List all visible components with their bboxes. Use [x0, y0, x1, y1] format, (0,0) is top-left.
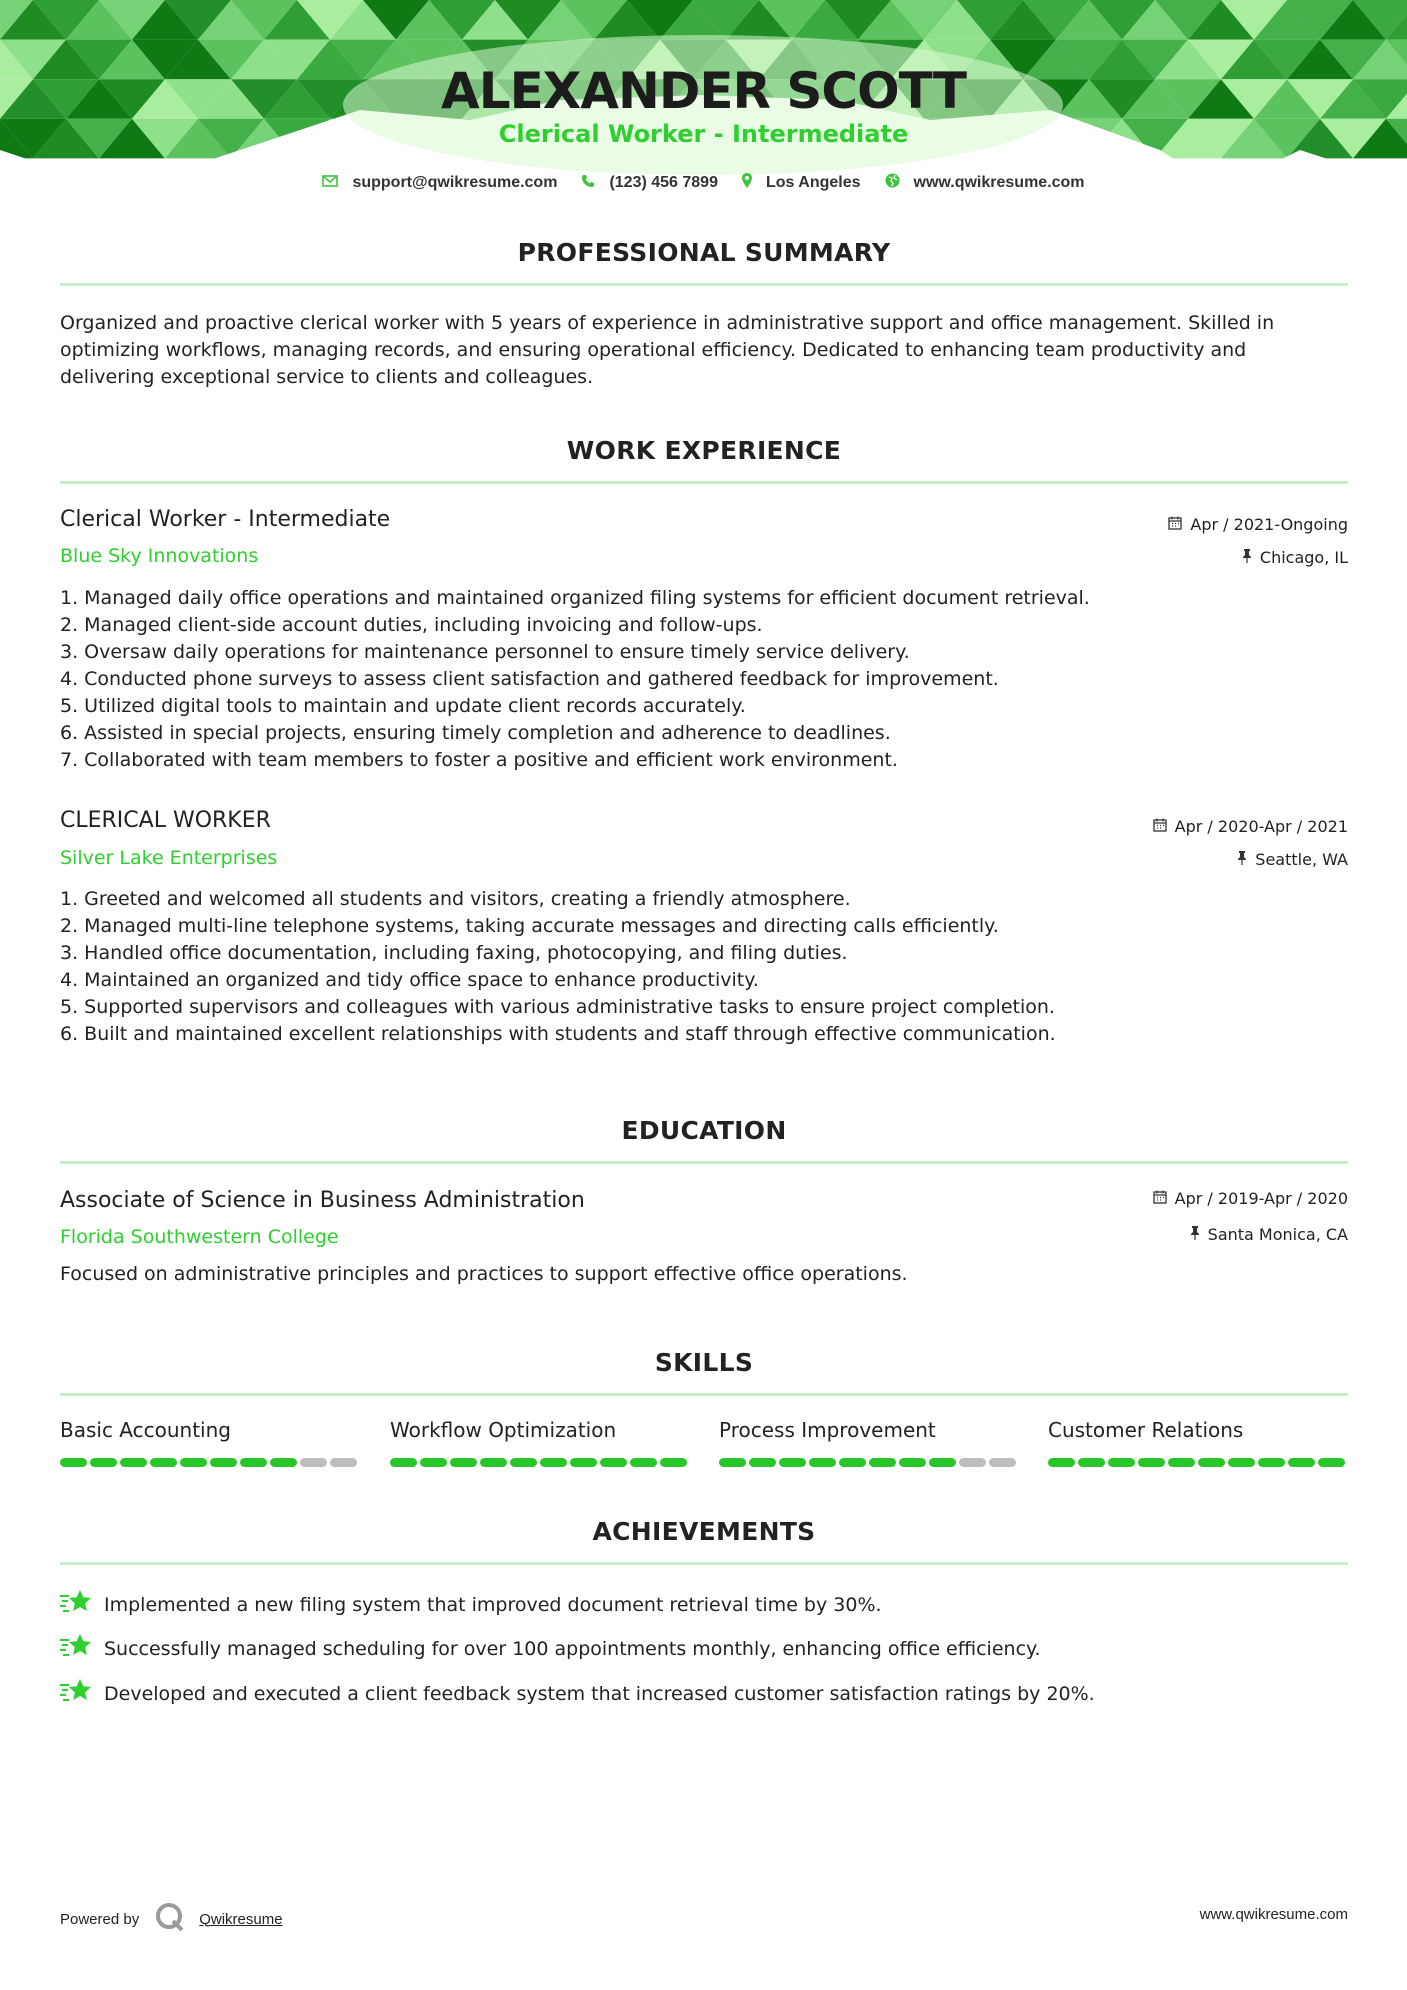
skill-level-segment [480, 1458, 507, 1467]
pushpin-icon [1237, 851, 1247, 869]
contact-email[interactable] [322, 174, 557, 192]
skill-level-segment [330, 1458, 357, 1467]
job-title: CLERICAL WORKER [60, 808, 271, 833]
skill-level-segment [630, 1458, 657, 1467]
degree-title: Associate of Science in Business Administration [60, 1188, 585, 1213]
skill-level-segment [1138, 1458, 1165, 1467]
education-location [1190, 1225, 1348, 1244]
candidate-name: ALEXANDER SCOTT [441, 62, 966, 120]
experience-heading: WORK EXPERIENCE [566, 436, 842, 465]
skill-level-segment [660, 1458, 687, 1467]
company-name: Silver Lake Enterprises [60, 847, 278, 869]
job-location [1237, 850, 1348, 869]
skills-divider [60, 1393, 1348, 1396]
job-dates [1168, 515, 1348, 534]
skill-level-segment [510, 1458, 537, 1467]
achievements-divider [60, 1562, 1348, 1565]
envelope-icon [322, 174, 338, 191]
skill-level-segment [1228, 1458, 1255, 1467]
contact-location-text: Los Angeles [765, 173, 861, 191]
skill-level-segment [120, 1458, 147, 1467]
skill-level-segment [600, 1458, 627, 1467]
job-dates-text: Apr / 2020-Apr / 2021 [1174, 817, 1348, 836]
skill-level-segment [749, 1458, 776, 1467]
duty-item: 1. Managed daily office operations and maintained organized filing systems for efficient document retrieval. [60, 587, 1090, 609]
skill-level-bar [1048, 1458, 1348, 1467]
skill-level-segment [869, 1458, 896, 1467]
duty-item: 1. Greeted and welcomed all students and visitors, creating a friendly atmosphere. [60, 888, 851, 910]
contact-website-text: www.qwikresume.com [913, 173, 1085, 191]
duty-item: 2. Managed client-side account duties, including invoicing and follow-ups. [60, 614, 763, 636]
contact-phone-text: (123) 456 7899 [609, 173, 718, 191]
footer-powered-by [60, 1902, 283, 1936]
contact-bar [0, 173, 1407, 192]
skill-item [390, 1418, 690, 1467]
summary-text [60, 310, 1350, 391]
education-location-text: Santa Monica, CA [1207, 1225, 1348, 1244]
skill-level-segment [1048, 1458, 1075, 1467]
calendar-icon [1153, 1190, 1167, 1208]
skill-level-segment [300, 1458, 327, 1467]
skill-level-segment [420, 1458, 447, 1467]
calendar-icon [1153, 818, 1167, 836]
globe-icon [885, 173, 900, 192]
skill-level-segment [240, 1458, 267, 1467]
job-location-text: Chicago, IL [1259, 548, 1348, 567]
duty-item: 3. Handled office documentation, including faxing, photocopying, and filing duties. [60, 942, 848, 964]
calendar-icon [1168, 516, 1182, 534]
achievement-text: Developed and executed a client feedback system that increased customer satisfaction ratings by 20%. [104, 1682, 1095, 1705]
summary-heading: PROFESSIONAL SUMMARY [517, 238, 891, 267]
duty-item: 2. Managed multi-line telephone systems, taking accurate messages and directing calls efficiently. [60, 915, 999, 937]
education-divider [60, 1161, 1348, 1164]
skill-level-segment [1288, 1458, 1315, 1467]
duty-item: 5. Supported supervisors and colleagues with various administrative tasks to ensure project completion. [60, 996, 1055, 1018]
pushpin-icon [1242, 549, 1252, 567]
skill-level-segment [1318, 1458, 1345, 1467]
education-heading: EDUCATION [621, 1116, 787, 1145]
job-duties-list [60, 886, 1350, 1048]
job-dates [1153, 817, 1348, 836]
skill-item [1048, 1418, 1348, 1467]
job-title: Clerical Worker - Intermediate [60, 507, 391, 532]
skill-item [60, 1418, 360, 1467]
shooting-star-icon [60, 1633, 94, 1664]
summary-line: Organized and proactive clerical worker with 5 years of experience in administrative support and office management. Skilled in [60, 312, 1275, 334]
skill-level-segment [1198, 1458, 1225, 1467]
skill-item [719, 1418, 1019, 1467]
skill-level-segment [989, 1458, 1016, 1467]
skill-level-bar [60, 1458, 360, 1467]
duty-item: 7. Collaborated with team members to foster a positive and efficient work environment. [60, 749, 898, 771]
shooting-star-icon [60, 1589, 94, 1620]
skill-level-segment [210, 1458, 237, 1467]
summary-divider [60, 283, 1348, 286]
skill-level-segment [1108, 1458, 1135, 1467]
contact-email-text: support@qwikresume.com [352, 173, 558, 191]
skill-level-segment [899, 1458, 926, 1467]
company-name: Blue Sky Innovations [60, 545, 259, 567]
shooting-star-icon [60, 1678, 94, 1709]
skill-level-segment [1078, 1458, 1105, 1467]
skill-level-bar [390, 1458, 690, 1467]
skills-heading: SKILLS [654, 1348, 754, 1377]
skill-level-segment [60, 1458, 87, 1467]
skill-level-segment [450, 1458, 477, 1467]
duty-item: 4. Maintained an organized and tidy office space to enhance productivity. [60, 969, 759, 991]
duty-item: 3. Oversaw daily operations for maintenance personnel to ensure timely service delivery. [60, 641, 910, 663]
pushpin-icon [1190, 1226, 1200, 1244]
skill-level-segment [150, 1458, 177, 1467]
qwikresume-logo-icon [155, 1902, 185, 1936]
duty-item: 6. Built and maintained excellent relationships with students and staff through effective communication. [60, 1023, 1056, 1045]
skill-level-segment [1168, 1458, 1195, 1467]
contact-website[interactable] [885, 173, 1085, 192]
summary-line: delivering exceptional service to clients and colleagues. [60, 366, 594, 388]
job-location-text: Seattle, WA [1255, 850, 1348, 869]
skill-name: Workflow Optimization [390, 1418, 617, 1442]
footer-website[interactable]: www.qwikresume.com [1199, 1906, 1348, 1923]
skill-level-segment [540, 1458, 567, 1467]
duty-item: 4. Conducted phone surveys to assess client satisfaction and gathered feedback for improvement. [60, 668, 999, 690]
qwikresume-link[interactable]: Qwikresume [199, 1910, 283, 1928]
duty-item: 5. Utilized digital tools to maintain and update client records accurately. [60, 695, 746, 717]
skill-name: Basic Accounting [60, 1418, 231, 1442]
map-pin-icon [742, 173, 752, 192]
school-name: Florida Southwestern College [60, 1226, 339, 1248]
skill-level-segment [270, 1458, 297, 1467]
achievement-item [60, 1589, 882, 1620]
job-dates-text: Apr / 2021-Ongoing [1190, 515, 1348, 534]
phone-icon [581, 174, 595, 192]
powered-by-text: Powered by [60, 1910, 140, 1928]
achievement-text: Successfully managed scheduling for over 100 appointments monthly, enhancing office efficiency. [104, 1637, 1041, 1660]
skill-level-segment [719, 1458, 746, 1467]
skill-level-segment [929, 1458, 956, 1467]
achievements-heading: ACHIEVEMENTS [592, 1517, 816, 1546]
achievement-text: Implemented a new filing system that improved document retrieval time by 30%. [104, 1593, 882, 1616]
skill-level-segment [809, 1458, 836, 1467]
job-duties-list [60, 585, 1350, 774]
skill-level-segment [779, 1458, 806, 1467]
skill-name: Process Improvement [719, 1418, 936, 1442]
education-description: Focused on administrative principles and practices to support effective office operations. [60, 1263, 908, 1285]
contact-phone[interactable] [581, 174, 718, 192]
skill-level-segment [390, 1458, 417, 1467]
job-location [1242, 548, 1348, 567]
education-dates [1153, 1189, 1348, 1208]
skill-level-segment [90, 1458, 117, 1467]
candidate-headline: Clerical Worker - Intermediate [498, 120, 909, 148]
skill-level-segment [839, 1458, 866, 1467]
skill-level-segment [959, 1458, 986, 1467]
skill-level-segment [570, 1458, 597, 1467]
skill-level-bar [719, 1458, 1019, 1467]
duty-item: 6. Assisted in special projects, ensuring timely completion and adherence to deadlines. [60, 722, 891, 744]
skill-level-segment [180, 1458, 207, 1467]
education-dates-text: Apr / 2019-Apr / 2020 [1174, 1189, 1348, 1208]
achievement-item [60, 1633, 1041, 1664]
contact-location [742, 173, 861, 192]
experience-divider [60, 481, 1348, 484]
skill-name: Customer Relations [1048, 1418, 1244, 1442]
skill-level-segment [1258, 1458, 1285, 1467]
achievement-item [60, 1678, 1095, 1709]
summary-line: optimizing workflows, managing records, and ensuring operational efficiency. Dedicated to enhancing team productivity and [60, 339, 1247, 361]
